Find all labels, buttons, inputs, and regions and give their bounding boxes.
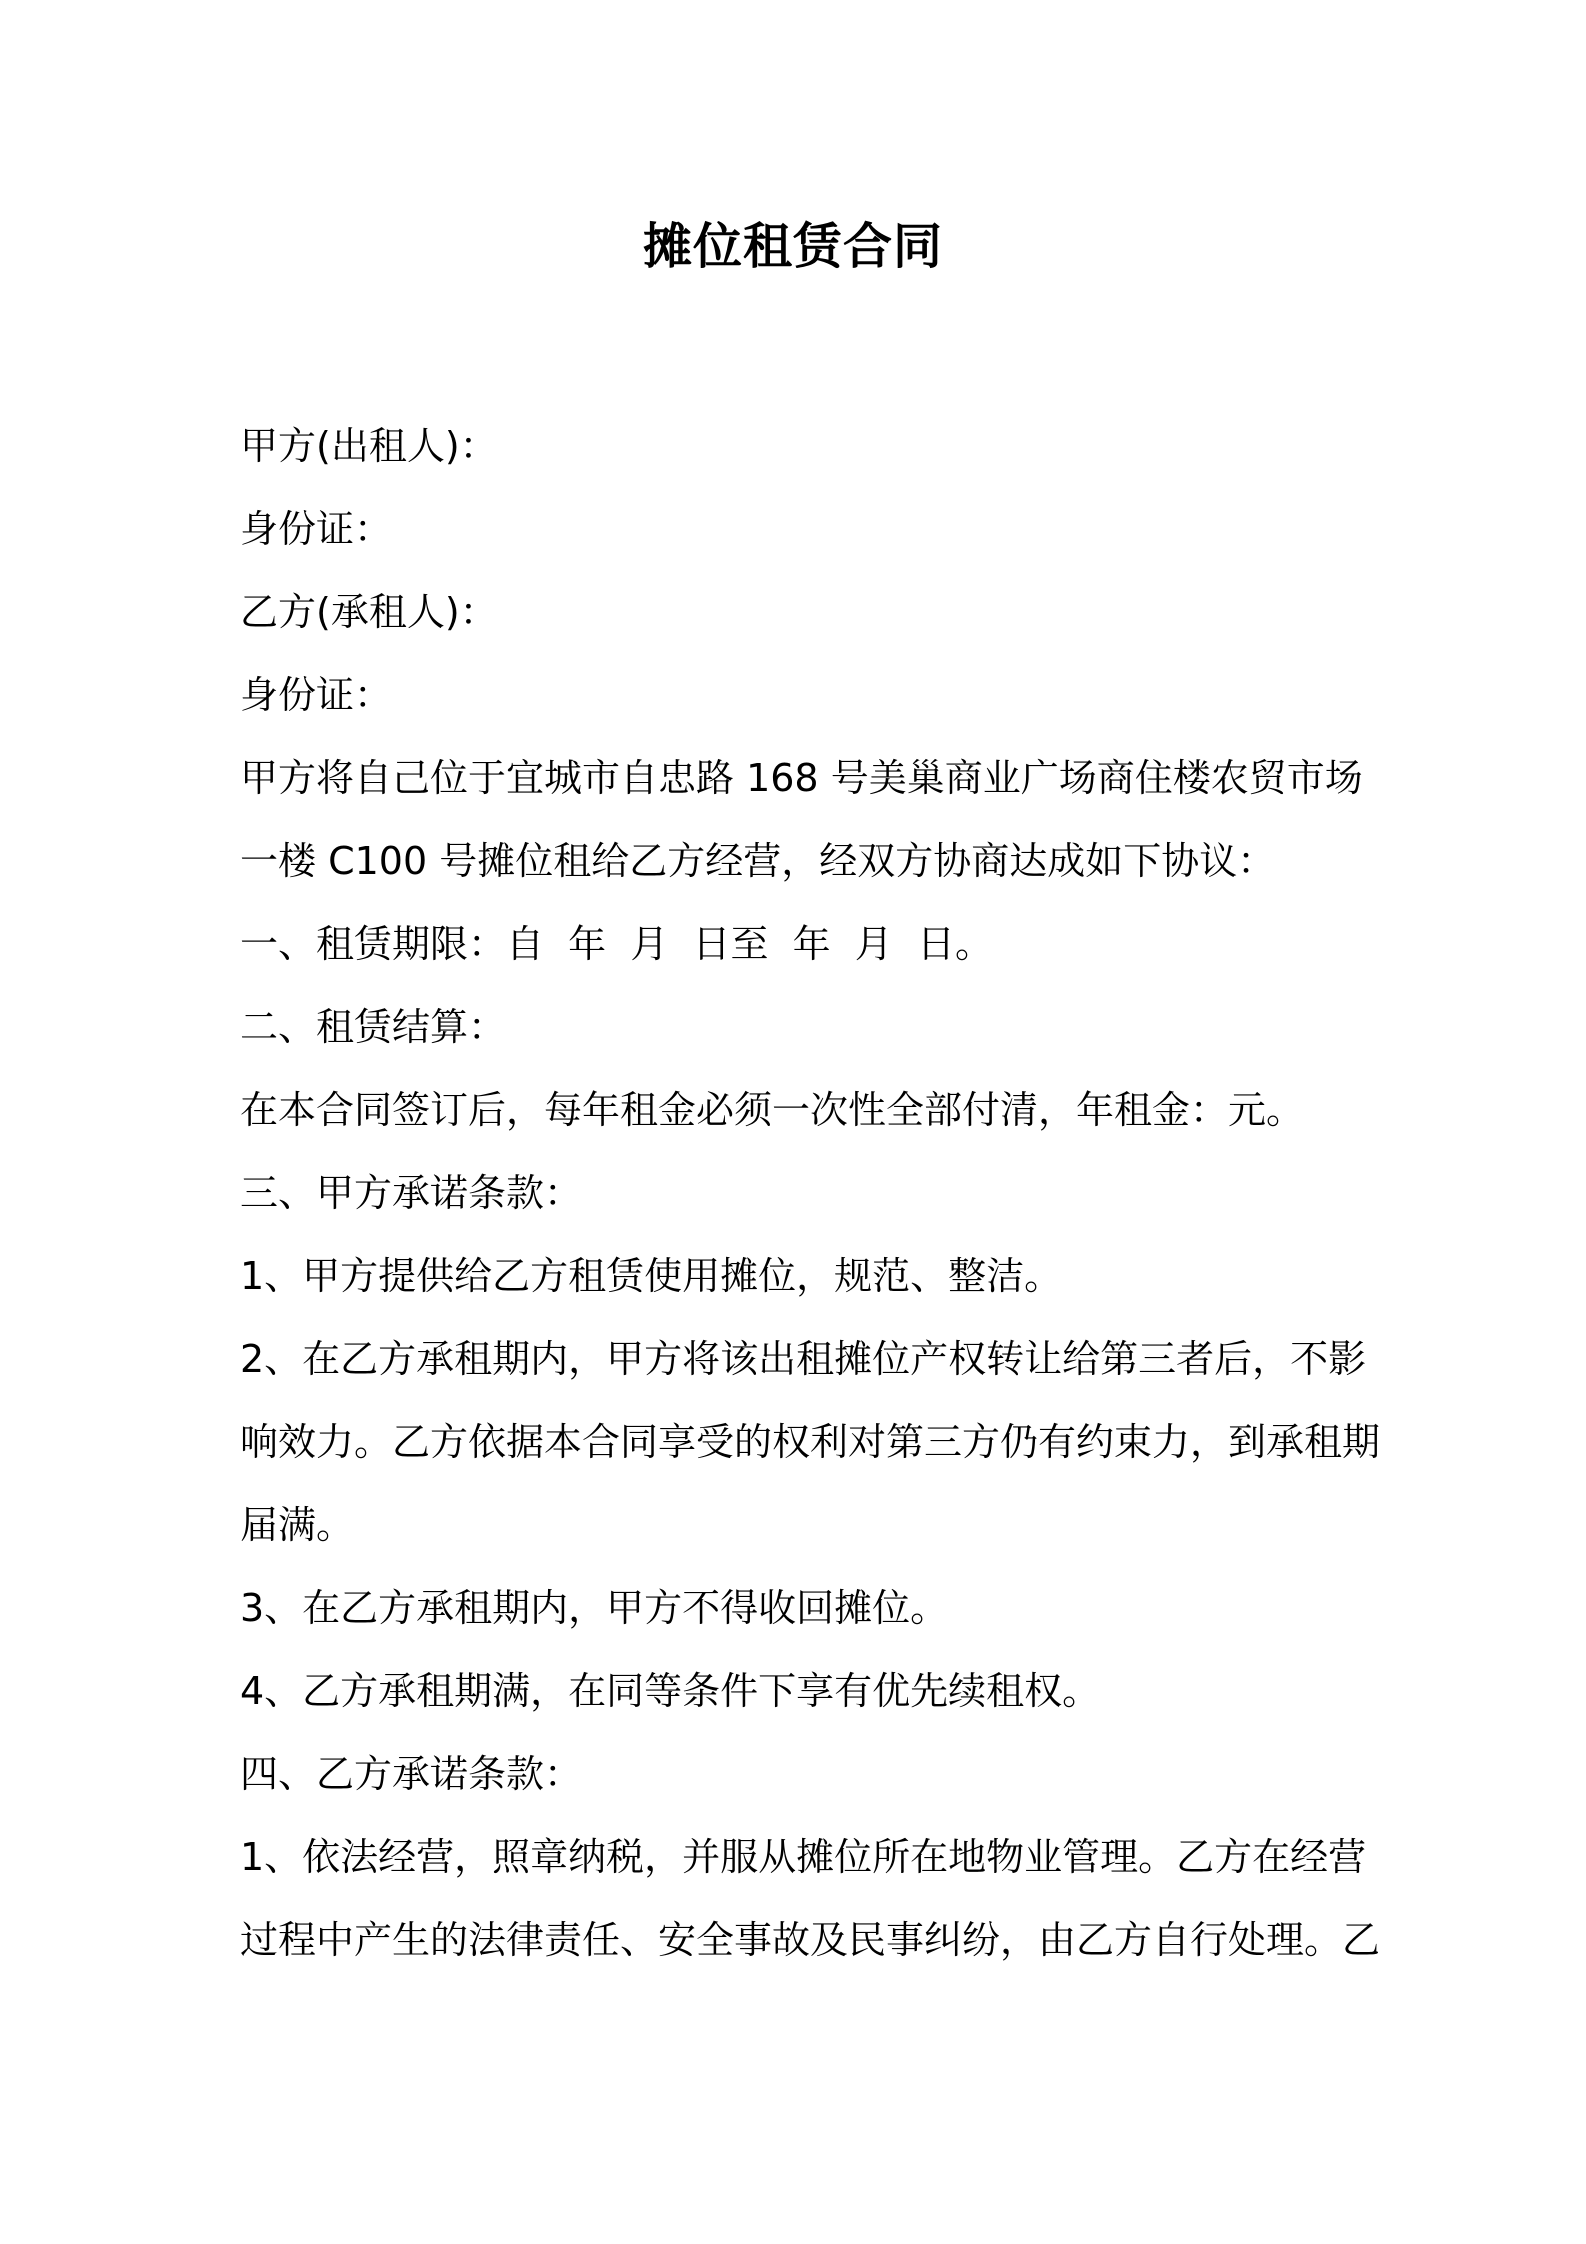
lease-settlement-heading: 二、租赁结算： bbox=[240, 1005, 507, 1049]
clause-line: 1、依法经营，照章纳税，并服从摊位所在地物业管理。乙方在经营 bbox=[240, 1835, 1367, 1879]
rent-payment-line: 在本合同签订后，每年租金必须一次性全部付清，年租金：元。 bbox=[240, 1088, 1305, 1132]
clause-line: 2、在乙方承租期内，甲方将该出租摊位产权转让给第三者后，不影 bbox=[240, 1337, 1367, 1381]
clause-line: 3、在乙方承租期内，甲方不得收回摊位。 bbox=[240, 1586, 949, 1630]
clause-line: 1、甲方提供给乙方租赁使用摊位，规范、整洁。 bbox=[240, 1254, 1063, 1298]
lease-term-heading: 一、租赁期限：自 年 月 日至 年 月 日。 bbox=[240, 922, 993, 966]
party-a-line: 甲方(出租人)： bbox=[240, 424, 498, 468]
clause-line: 4、乙方承租期满，在同等条件下享有优先续租权。 bbox=[240, 1669, 1101, 1713]
party-b-line: 乙方(承租人)： bbox=[240, 590, 498, 634]
document-body bbox=[240, 405, 1381, 1982]
party-b-id-line: 身份证： bbox=[240, 673, 393, 717]
intro-paragraph-line: 一楼 C100 号摊位租给乙方经营，经双方协商达成如下协议： bbox=[240, 839, 1276, 883]
intro-paragraph-line: 甲方将自己位于宜城市自忠路 168 号美巢商业广场商住楼农贸市场 bbox=[240, 756, 1363, 800]
clause-line: 过程中产生的法律责任、安全事故及民事纠纷，由乙方自行处理。乙 bbox=[240, 1918, 1381, 1962]
party-a-id-line: 身份证： bbox=[240, 507, 393, 551]
party-b-commitments-heading: 四、乙方承诺条款： bbox=[240, 1752, 583, 1796]
document-title: 摊位租赁合同 bbox=[642, 218, 943, 275]
clause-line: 响效力。乙方依据本合同享受的权利对第三方仍有约束力，到承租期 bbox=[240, 1420, 1381, 1464]
clause-line: 届满。 bbox=[240, 1503, 355, 1547]
party-a-commitments-heading: 三、甲方承诺条款： bbox=[240, 1171, 583, 1215]
